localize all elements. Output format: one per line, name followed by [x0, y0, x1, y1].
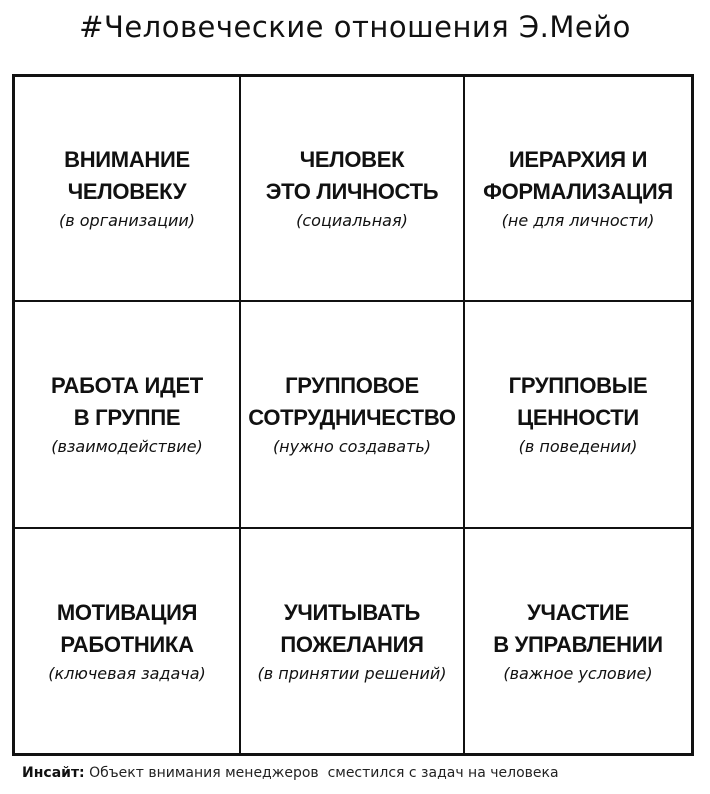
cell-subtitle: (в поведении) — [518, 436, 638, 456]
cell-subtitle: (не для личности) — [501, 210, 655, 230]
grid-cell-group-values — [465, 302, 691, 529]
grid-cell-cooperation — [241, 302, 465, 529]
cell-heading-line1: ВНИМАНИЕ — [64, 146, 190, 172]
insight-footer — [22, 765, 559, 781]
cell-subtitle: (в принятии решений) — [257, 664, 447, 683]
cell-heading-line2: ЭТО ЛИЧНОСТЬ — [265, 178, 439, 204]
cell-heading-line1: ЧЕЛОВЕК — [299, 146, 405, 172]
cell-heading-line1: ИЕРАРХИЯ И — [508, 146, 648, 172]
grid-cell-wishes — [241, 529, 465, 755]
insight-text: Объект внимания менеджеров сместился с задач на человека — [89, 765, 559, 781]
cell-subtitle: (социальная) — [296, 210, 408, 230]
cell-subtitle: (взаимодействие) — [51, 436, 203, 456]
cell-heading-line2: ПОЖЕЛАНИЯ — [280, 632, 424, 657]
grid-cell-participation — [465, 529, 691, 755]
cell-heading-line1: РАБОТА ИДЕТ — [51, 372, 203, 398]
cell-heading-line2: ЦЕННОСТИ — [517, 404, 639, 430]
concept-grid — [12, 74, 694, 756]
cell-heading-line2: РАБОТНИКА — [60, 632, 194, 657]
cell-subtitle: (ключевая задача) — [48, 664, 206, 683]
cell-heading-line1: УЧИТЫВАТЬ — [283, 600, 421, 625]
grid-cell-attention — [15, 77, 241, 302]
cell-heading-line2: СОТРУДНИЧЕСТВО — [248, 404, 456, 430]
diagram-title: #Человеческие отношения Э.Мейо — [79, 10, 631, 44]
grid-cell-group-work — [15, 302, 241, 529]
grid-cell-motivation — [15, 529, 241, 755]
grid-cell-hierarchy — [465, 77, 691, 302]
cell-heading-line2: В ГРУППЕ — [73, 404, 181, 430]
cell-heading-line2: В УПРАВЛЕНИИ — [493, 632, 663, 657]
cell-subtitle: (важное условие) — [503, 664, 653, 683]
cell-heading-line1: ГРУППОВЫЕ — [508, 372, 648, 398]
cell-heading-line1: МОТИВАЦИЯ — [56, 600, 198, 625]
cell-subtitle: (нужно создавать) — [272, 436, 432, 456]
insight-label: Инсайт: — [22, 765, 85, 781]
cell-heading-line1: ГРУППОВОЕ — [285, 372, 419, 398]
grid-cell-personality — [241, 77, 465, 302]
cell-subtitle: (в организации) — [58, 210, 195, 230]
cell-heading-line2: ФОРМАЛИЗАЦИЯ — [483, 178, 673, 204]
cell-heading-line2: ЧЕЛОВЕКУ — [67, 178, 187, 204]
cell-heading-line1: УЧАСТИЕ — [527, 600, 629, 625]
